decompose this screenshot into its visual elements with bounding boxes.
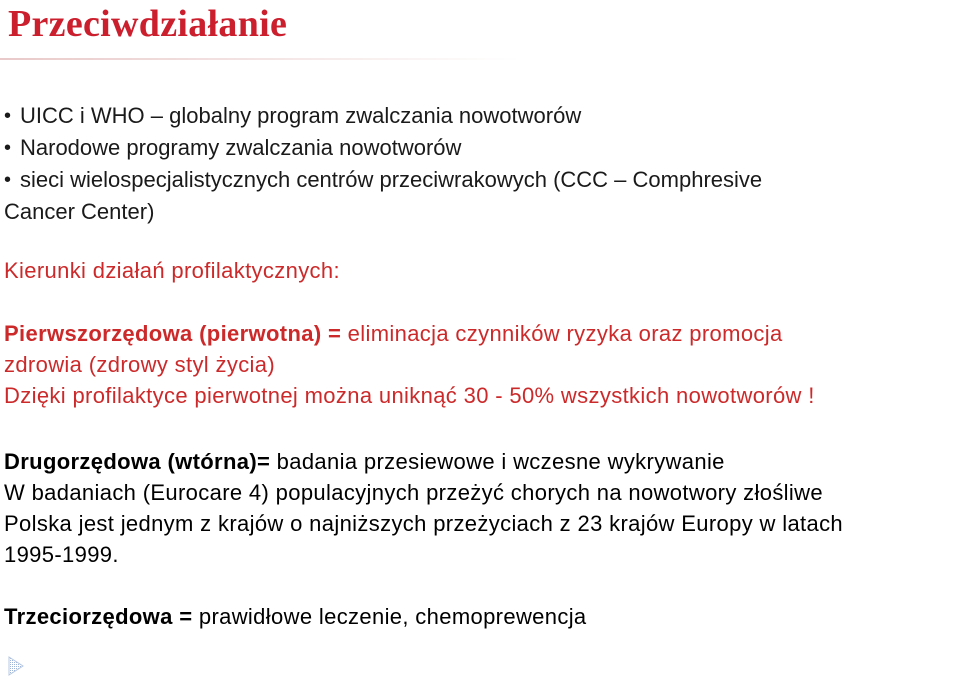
secondary-line-4: 1995-1999. [4, 542, 119, 567]
secondary-line-3: Polska jest jednym z krajów o najniższych przeżyciach z 23 krajów Europy w latach [4, 511, 844, 536]
primary-line-2: zdrowia (zdrowy styl życia) [4, 352, 276, 377]
list-item: • sieci wielospecjalistycznych centrów przeciwrakowych (CCC – Comphresive [4, 164, 949, 196]
title-divider [0, 58, 520, 60]
secondary-prevention-block [4, 446, 960, 570]
tertiary-label: Trzeciorzędowa = [4, 604, 193, 629]
play-arrow-icon[interactable] [8, 656, 24, 676]
prophylaxis-heading-block [4, 255, 960, 286]
list-item-continuation: Cancer Center) [4, 199, 155, 224]
prophylaxis-heading: Kierunki działań profilaktycznych: [4, 258, 340, 283]
slide-title: Przeciwdziałanie [8, 3, 288, 45]
primary-line-1: Pierwszorzędowa (pierwotna) = eliminacja czynników ryzyka oraz promocja [4, 321, 783, 346]
secondary-line-2: W badaniach (Eurocare 4) populacyjnych przeżyć chorych na nowotwory złośliwe [4, 480, 823, 505]
bullet-icon: • [4, 137, 12, 159]
primary-line-3: Dzięki profilaktyce pierwotnej można uniknąć 30 - 50% wszystkich nowotworów ! [4, 383, 815, 408]
bullet-icon: • [4, 169, 12, 191]
list-item: • Narodowe programy zwalczania nowotworów [4, 132, 949, 164]
bullet-icon: • [4, 105, 12, 127]
primary-prevention-block [4, 318, 960, 411]
tertiary-line: Trzeciorzędowa = prawidłowe leczenie, chemoprewencja [4, 604, 587, 629]
bullet-list [4, 100, 949, 228]
secondary-line-1: Drugorzędowa (wtórna)= badania przesiewowe i wczesne wykrywanie [4, 449, 725, 474]
secondary-label: Drugorzędowa (wtórna)= [4, 449, 271, 474]
primary-label: Pierwszorzędowa (pierwotna) = [4, 321, 342, 346]
tertiary-prevention-block [4, 601, 960, 632]
list-item: • UICC i WHO – globalny program zwalczania nowotworów [4, 100, 949, 132]
